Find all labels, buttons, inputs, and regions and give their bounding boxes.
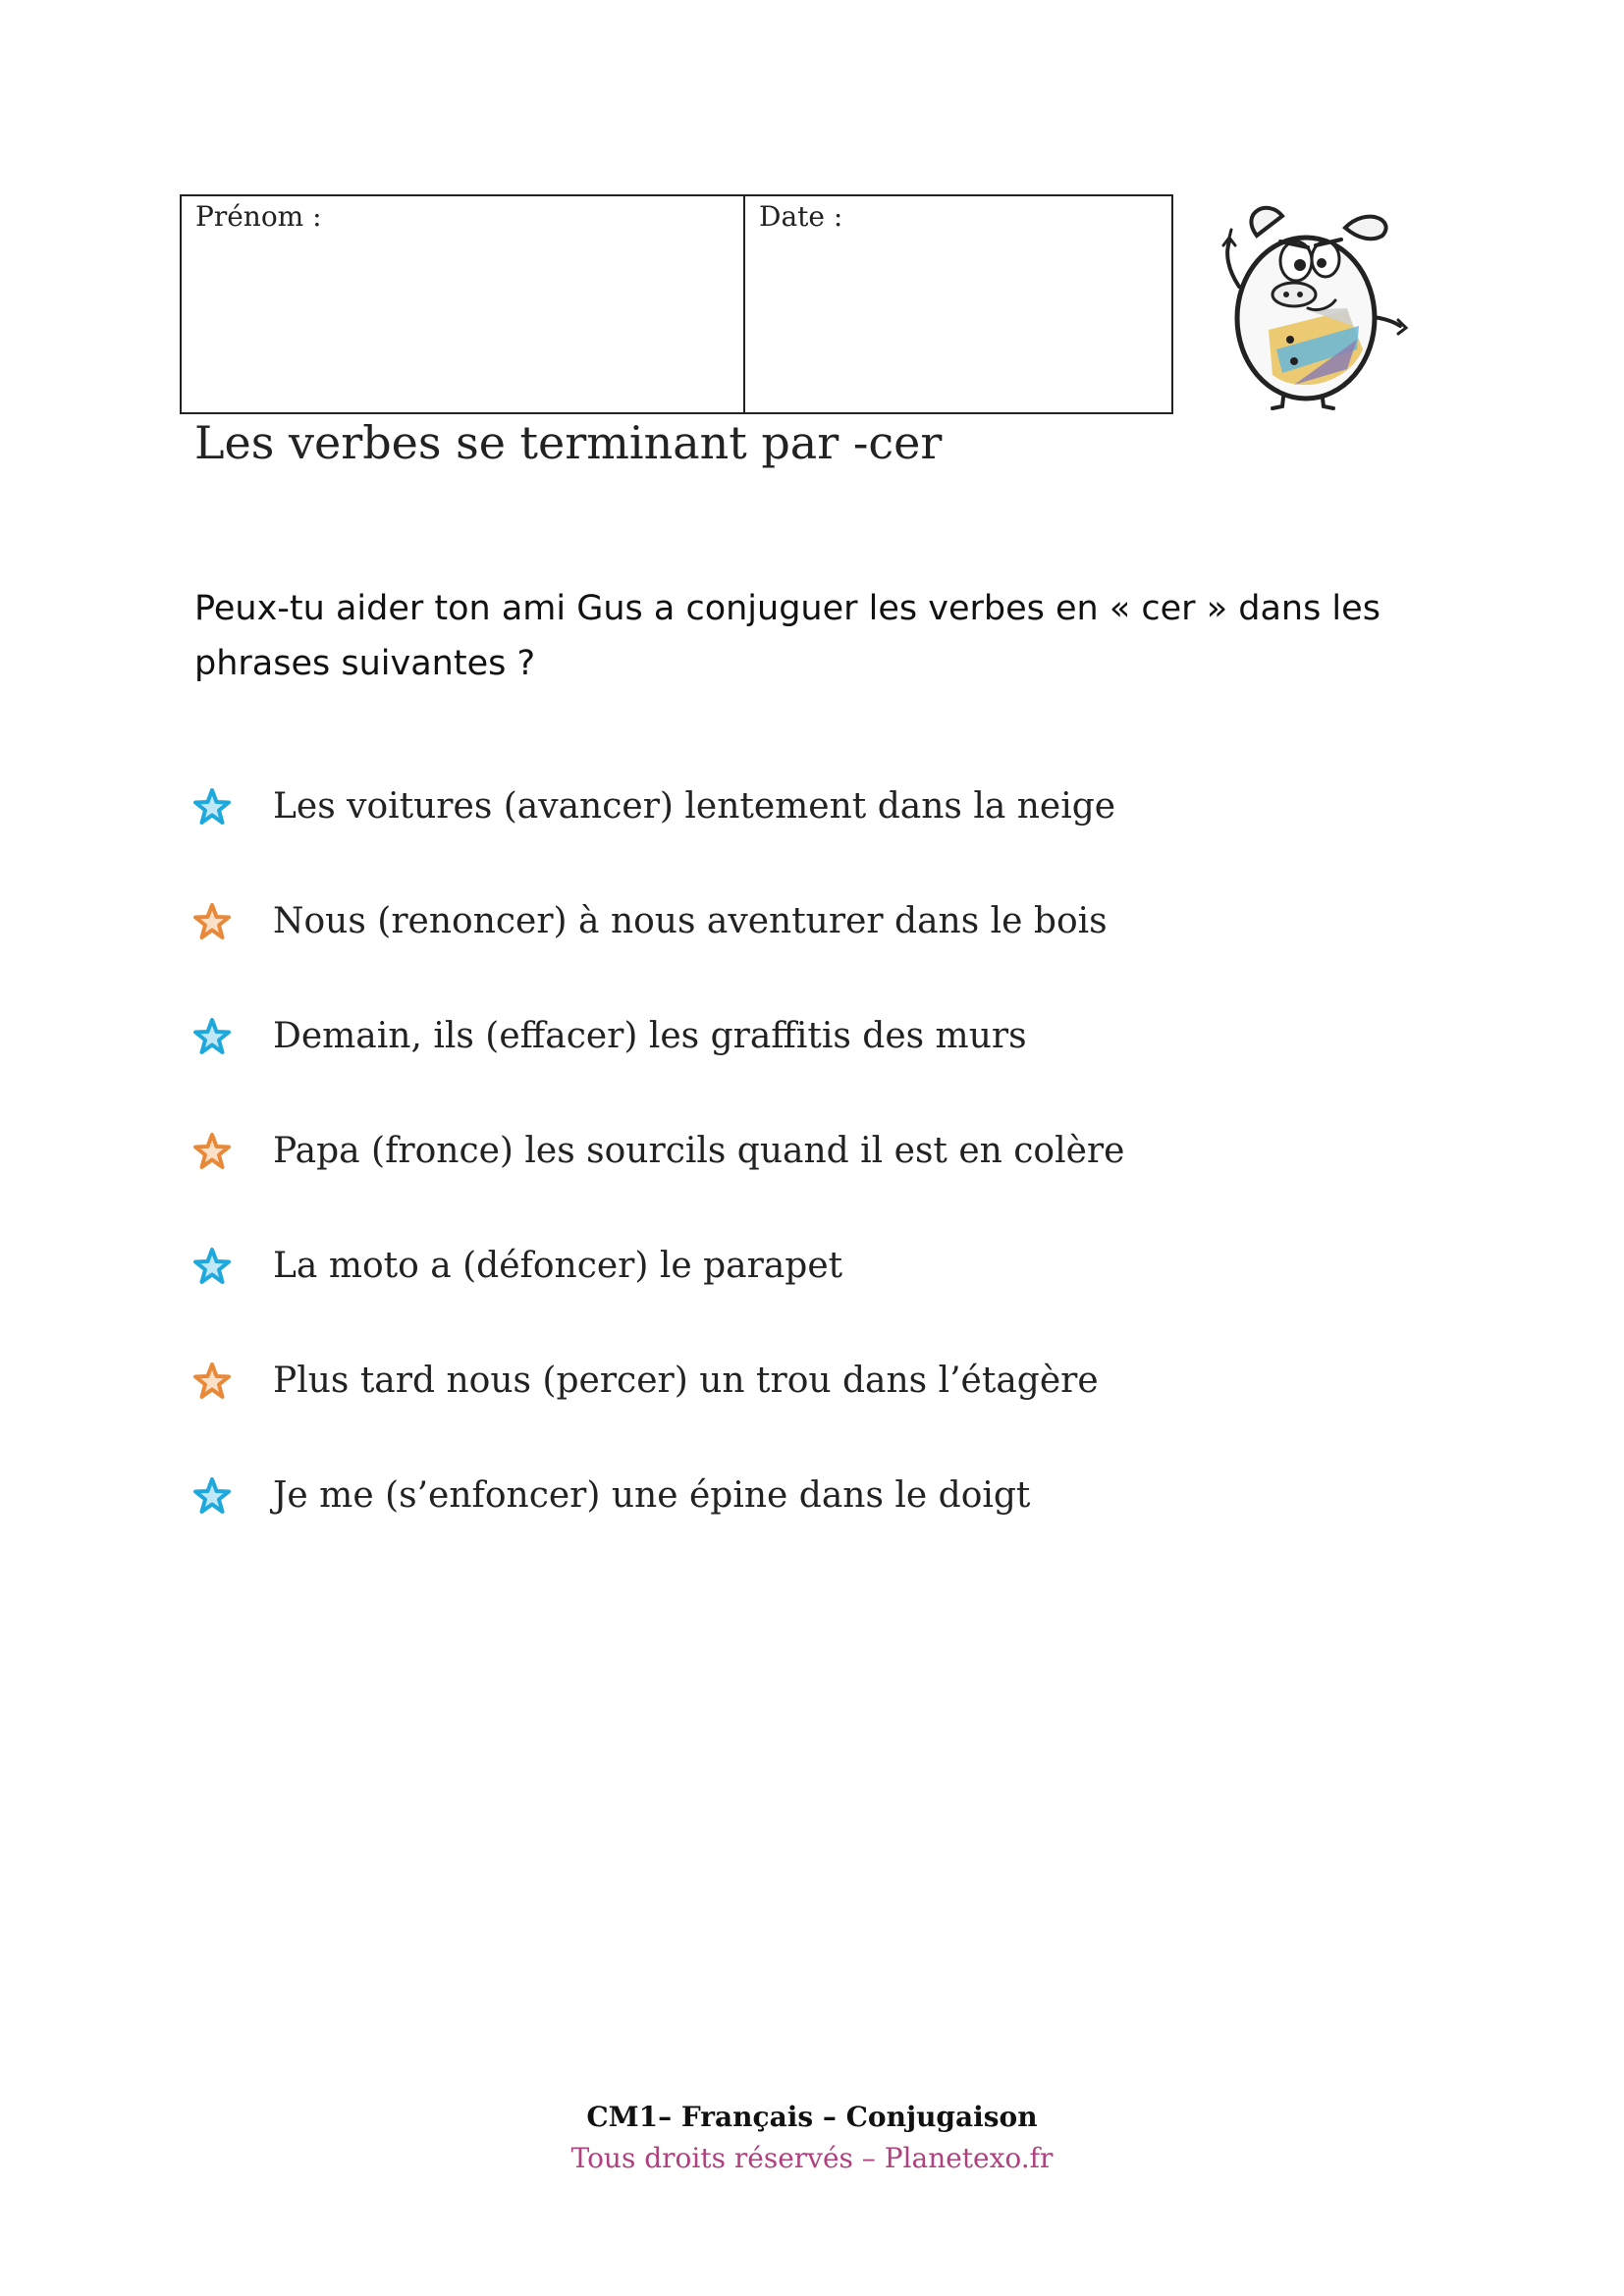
prenom-label: Prénom : (195, 200, 322, 233)
exercise-sentence: Je me (s’enfoncer) une épine dans le doigt (273, 1475, 1031, 1516)
footer-course-label: CM1– Français – Conjugaison (586, 2101, 1038, 2133)
exercise-sentence: Les voitures (avancer) lentement dans la neige (273, 786, 1116, 827)
date-label: Date : (759, 200, 843, 233)
orange-star-icon (192, 902, 232, 941)
exercise-item-6 (192, 1356, 1124, 1470)
gus-mascot-icon (1200, 192, 1418, 414)
exercise-sentence: Papa (fronce) les sourcils quand il est en colère (273, 1131, 1125, 1171)
blue-star-icon (192, 1476, 232, 1516)
blue-star-icon (192, 1247, 232, 1286)
exercise-item-3 (192, 1011, 1124, 1126)
exercise-item-5 (192, 1241, 1124, 1356)
orange-star-icon (192, 1362, 232, 1401)
exercise-sentence: Nous (renoncer) à nous aventurer dans le bois (273, 901, 1108, 941)
instruction-text: Peux-tu aider ton ami Gus a conjuguer les verbes en « cer » dans les phrases suivantes ? (194, 589, 1380, 683)
date-field[interactable] (745, 196, 1171, 412)
exercise-item-1 (192, 781, 1124, 896)
blue-star-icon (192, 787, 232, 827)
footer-copyright: Tous droits réservés – Planetexo.fr (570, 2142, 1054, 2174)
orange-star-icon (192, 1132, 232, 1171)
exercise-item-7 (192, 1470, 1124, 1585)
exercise-list (192, 781, 1124, 1585)
exercise-sentence: Demain, ils (effacer) les graffitis des murs (273, 1016, 1027, 1056)
page-title: Les verbes se terminant par -cer (194, 416, 943, 469)
exercise-item-2 (192, 896, 1124, 1011)
exercise-sentence: Plus tard nous (percer) un trou dans l’étagère (273, 1361, 1099, 1401)
blue-star-icon (192, 1017, 232, 1056)
prenom-field[interactable] (182, 196, 745, 412)
exercise-item-4 (192, 1126, 1124, 1241)
student-info-box (180, 194, 1173, 414)
exercise-sentence: La moto a (défoncer) le parapet (273, 1246, 843, 1286)
